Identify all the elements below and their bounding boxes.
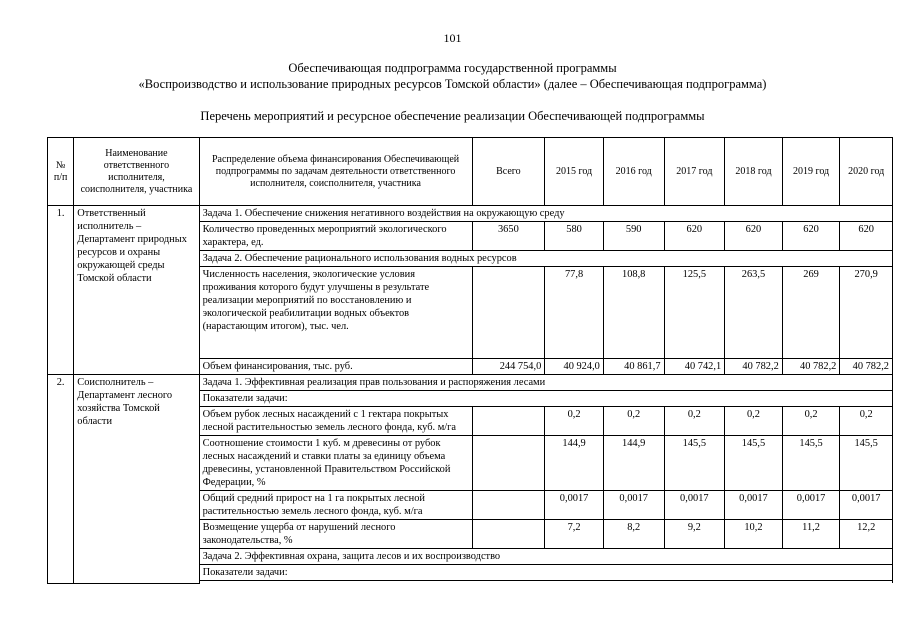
s1-r3-2016: 40 861,7 xyxy=(603,359,664,375)
s2-r4-label: Возмещение ущерба от нарушений лесного законодательства, % xyxy=(199,520,472,549)
s1-r3-2015: 40 924,0 xyxy=(545,359,604,375)
s1-r3-total: 244 754,0 xyxy=(472,359,545,375)
s1-r1-total: 3650 xyxy=(472,222,545,251)
header-2015: 2015 год xyxy=(545,138,604,206)
s2-r1-2015: 0,2 xyxy=(545,407,604,436)
s1-r2-2016: 108,8 xyxy=(603,267,664,359)
s2-r4-2020: 12,2 xyxy=(840,520,893,549)
s1-num: 1. xyxy=(48,206,74,375)
s2-r4-2019: 11,2 xyxy=(782,520,840,549)
s2-indicators2: Показатели задачи: xyxy=(199,565,892,581)
header-total: Всего xyxy=(472,138,545,206)
page-number: 101 xyxy=(443,31,462,45)
header-2018: 2018 год xyxy=(725,138,783,206)
header-executor: Наименование ответственного исполнителя, соисполнителя, участника xyxy=(74,138,199,206)
document-title xyxy=(0,60,905,92)
s2-num: 2. xyxy=(48,375,74,584)
s1-r2-total xyxy=(472,267,545,359)
s2-r4-total xyxy=(472,520,545,549)
s2-r4-2017: 9,2 xyxy=(664,520,725,549)
header-num: № п/п xyxy=(48,138,74,206)
s2-r3-label: Общий средний прирост на 1 га покрытых лесной растительностью земель лесного фонда, куб. м/га xyxy=(199,491,472,520)
s1-r1-2015: 580 xyxy=(545,222,604,251)
s1-r1-2020: 620 xyxy=(840,222,893,251)
s2-r2-total xyxy=(472,436,545,491)
title-line-1: Обеспечивающая подпрограмма государственной программы xyxy=(288,61,617,75)
title-line-2: «Воспроизводство и использование природных ресурсов Томской области» (далее – Обеспечивающая подпрограмма) xyxy=(138,77,767,91)
header-row xyxy=(48,138,893,206)
s2-r1-2019: 0,2 xyxy=(782,407,840,436)
s1-task1: Задача 1. Обеспечение снижения негативного воздействия на окружающую среду xyxy=(199,206,892,222)
s1-task1-row xyxy=(48,206,893,222)
header-2017: 2017 год xyxy=(664,138,725,206)
s2-r2-2016: 144,9 xyxy=(603,436,664,491)
s2-r3-2020: 0,0017 xyxy=(840,491,893,520)
s2-r3-total xyxy=(472,491,545,520)
s2-r3-2018: 0,0017 xyxy=(725,491,783,520)
s1-r3-label: Объем финансирования, тыс. руб. xyxy=(199,359,472,375)
s2-r2-2018: 145,5 xyxy=(725,436,783,491)
s1-r2-label: Численность населения, экологические условия проживания которого будут улучшены в результате реализации мероприятий по восстановлению и экологической реабилитации водных объектов (нарастающим итогом), тыс. чел. xyxy=(199,267,472,359)
s1-r3-2019: 40 782,2 xyxy=(782,359,840,375)
s2-r2-2015: 144,9 xyxy=(545,436,604,491)
s2-r4-2018: 10,2 xyxy=(725,520,783,549)
s2-r2-2017: 145,5 xyxy=(664,436,725,491)
s2-r3-2019: 0,0017 xyxy=(782,491,840,520)
s2-r4-2015: 7,2 xyxy=(545,520,604,549)
s1-task2: Задача 2. Обеспечение рационального использования водных ресурсов xyxy=(199,251,892,267)
s2-r1-2016: 0,2 xyxy=(603,407,664,436)
measures-table xyxy=(47,137,893,584)
s1-r3-2020: 40 782,2 xyxy=(840,359,893,375)
s1-r1-2017: 620 xyxy=(664,222,725,251)
s2-task2: Задача 2. Эффективная охрана, защита лесов и их воспроизводство xyxy=(199,549,892,565)
s2-r2-2019: 145,5 xyxy=(782,436,840,491)
s2-continuation xyxy=(199,581,892,584)
s1-r2-2015: 77,8 xyxy=(545,267,604,359)
s2-r1-2020: 0,2 xyxy=(840,407,893,436)
s2-executor: Соисполнитель – Департамент лесного хозяйства Томской области xyxy=(74,375,199,584)
s2-r3-2017: 0,0017 xyxy=(664,491,725,520)
s2-r1-2017: 0,2 xyxy=(664,407,725,436)
s1-r1-2019: 620 xyxy=(782,222,840,251)
s1-r3-2017: 40 742,1 xyxy=(664,359,725,375)
s1-r1-label: Количество проведенных мероприятий экологического характера, ед. xyxy=(199,222,472,251)
s2-r3-2015: 0,0017 xyxy=(545,491,604,520)
s2-r4-2016: 8,2 xyxy=(603,520,664,549)
s1-executor: Ответственный исполнитель – Департамент природных ресурсов и охраны окружающей среды Томской области xyxy=(74,206,199,375)
s1-r2-2017: 125,5 xyxy=(664,267,725,359)
table-subtitle: Перечень мероприятий и ресурсное обеспечение реализации Обеспечивающей подпрограммы xyxy=(200,109,705,123)
s1-r2-2020: 270,9 xyxy=(840,267,893,359)
s2-r1-2018: 0,2 xyxy=(725,407,783,436)
header-distribution: Распределение объема финансирования Обеспечивающей подпрограммы по задачам деятельности ответственного исполнителя, соисполнителя, участника xyxy=(199,138,472,206)
s1-r1-2018: 620 xyxy=(725,222,783,251)
s2-r2-2020: 145,5 xyxy=(840,436,893,491)
s2-task1-row xyxy=(48,375,893,391)
header-2020: 2020 год xyxy=(840,138,893,206)
s1-r2-2018: 263,5 xyxy=(725,267,783,359)
header-2016: 2016 год xyxy=(603,138,664,206)
s1-r2-2019: 269 xyxy=(782,267,840,359)
s2-r1-label: Объем рубок лесных насаждений с 1 гектара покрытых лесной растительностью земель лесного фонда, куб. м/га xyxy=(199,407,472,436)
s2-indicators1: Показатели задачи: xyxy=(199,391,892,407)
s1-r1-2016: 590 xyxy=(603,222,664,251)
s2-r2-label: Соотношение стоимости 1 куб. м древесины от рубок лесных насаждений и ставки платы за единицу объема древесины, установленной Правительством Российской Федерации, % xyxy=(199,436,472,491)
s2-task1: Задача 1. Эффективная реализация прав пользования и распоряжения лесами xyxy=(199,375,892,391)
s2-r1-total xyxy=(472,407,545,436)
s2-r3-2016: 0,0017 xyxy=(603,491,664,520)
s1-r3-2018: 40 782,2 xyxy=(725,359,783,375)
header-2019: 2019 год xyxy=(782,138,840,206)
